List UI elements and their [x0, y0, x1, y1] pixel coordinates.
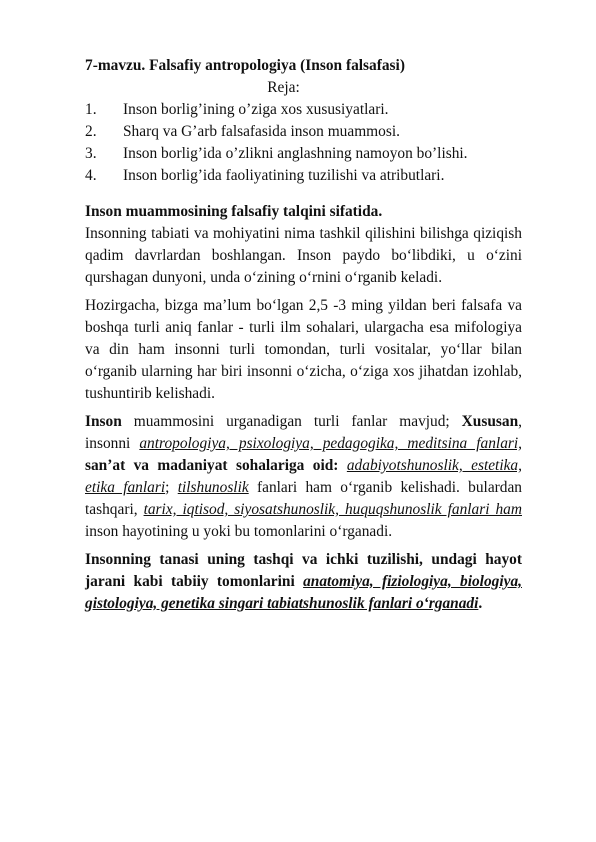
plan-item-text: Inson borlig’ida o’zlikni anglashning namoyon bo’lishi.: [123, 145, 468, 162]
italic-underlined-terms: antropologiya, psixologiya, pedagogika, meditsina fanlari,: [139, 435, 523, 452]
italic-underlined-terms: tarix, iqtisod, siyosatshunoslik, huquqshunoslik fanlari ham: [143, 501, 522, 518]
bold-run: Insonning tanasi uning tashqi va ichki tuzilishi, undagi hayot jarani kabi tabiiy tomonlarini: [85, 551, 522, 590]
plan-label: Reja:: [267, 79, 300, 96]
plan-item-number: 3.: [85, 145, 97, 162]
plan-item-number: 1.: [85, 101, 97, 118]
plan-item: [85, 99, 522, 121]
bold-run: san’at va madaniyat sohalariga oid:: [85, 457, 339, 474]
text-run: muammosini urganadigan turli fanlar mavjud;: [121, 413, 462, 430]
paragraph-3: [85, 411, 522, 543]
text-run: , insonni: [85, 413, 522, 452]
plan-item: [85, 121, 522, 143]
bold-term: Xususan: [461, 413, 519, 430]
plan-item: [85, 165, 522, 187]
text-run: .: [478, 595, 483, 612]
document-page: [85, 55, 522, 615]
spacer: [85, 187, 522, 201]
paragraph-2: Hozirgacha, bizga ma’lum bo‘lgan 2,5 -3 ming yildan beri falsafa va boshqa turli aniq fanlar - turli ilm sohalari, ulargacha esa mifologiya va din ham insonni turli tomondan, turli vositalar, yo‘llar bilan o‘rganib ularning har biri insonni o‘zicha, o‘ziga xos jihatdan izohlab, tushuntirib kelishadi.: [85, 297, 522, 402]
bold-italic-underlined-terms: anatomiya, fiziologiya, biologiya, gistologiya, genetika singari tabiatshunoslik fanlari o‘rganadi: [85, 573, 522, 612]
plan-item: [85, 143, 522, 165]
paragraph-1: Insonning tabiati va mohiyatini nima tashkil qilishini bilishga qiziqish qadim davrlardan boshlangan. Inson paydo bo‘libdiki, u o‘zini qurshagan dunyoni, unda o‘zining o‘rnini o‘rganib keladi.: [85, 225, 522, 286]
italic-underlined-terms: adabiyotshunoslik, estetika, etika fanlari: [85, 457, 522, 496]
plan-item-number: 2.: [85, 123, 97, 140]
text-run: inson hayotining u yoki bu tomonlarini o‘rganadi.: [85, 523, 393, 540]
topic-title: 7-mavzu. Falsafiy antropologiya (Inson falsafasi): [85, 57, 405, 74]
plan-item-text: Sharq va G’arb falsafasida inson muammosi.: [123, 123, 400, 140]
text-run: fanlari ham o‘rganib kelishadi. bulardan tashqari,: [85, 479, 523, 518]
paragraph-4: [85, 549, 522, 615]
italic-underlined-terms: tilshunoslik: [177, 479, 249, 496]
plan-item-number: 4.: [85, 167, 97, 184]
bold-term: Inson: [85, 413, 122, 430]
section-heading: Inson muammosining falsafiy talqini sifatida.: [85, 203, 383, 220]
plan-item-text: Inson borlig’ining o’ziga xos xususiyatlari.: [123, 101, 389, 118]
text-run: ;: [165, 479, 178, 496]
text-run: [338, 457, 346, 474]
plan-item-text: Inson borlig’ida faoliyatining tuzilishi va atributlari.: [123, 167, 445, 184]
plan-list: [85, 99, 522, 187]
